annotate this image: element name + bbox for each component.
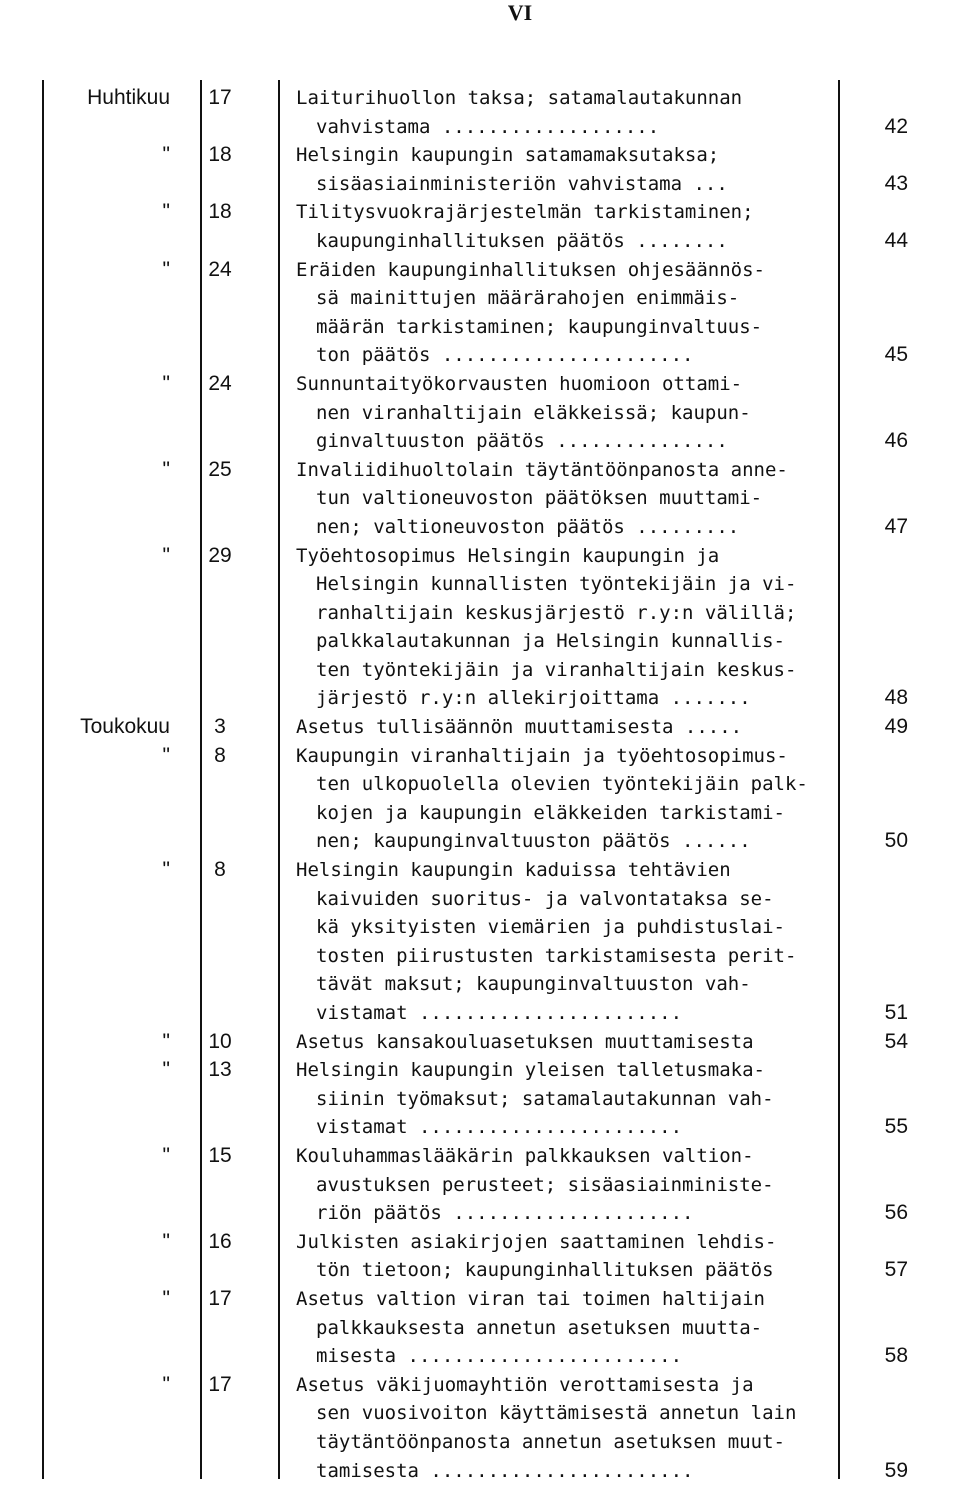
entry-title-line: ton päätös ...................... (296, 341, 826, 370)
entry-title-line: siinin työmaksut; satamalautakunnan vah- (296, 1085, 826, 1114)
entry-page-number: 58 (848, 1342, 908, 1371)
entry-month: Toukokuu (0, 713, 170, 742)
entry-month: " (0, 1285, 170, 1314)
entry-title (296, 1142, 826, 1228)
entry-month: " (0, 1371, 170, 1400)
entry-title-line: Helsingin kaupungin satamamaksutaksa; (296, 141, 826, 170)
entry-title-line: Laiturihuollon taksa; satamalautakunnan (296, 84, 826, 113)
entry-title-line: Kouluhammaslääkärin palkkauksen valtion- (296, 1142, 826, 1171)
entry-title (296, 1371, 826, 1485)
entry-title (296, 141, 826, 198)
entry-title-line: Julkisten asiakirjojen saattaminen lehdis- (296, 1228, 826, 1257)
entry-title-line: Eräiden kaupunginhallituksen ohjesäännös- (296, 256, 826, 285)
index-entry (0, 856, 960, 1028)
entry-title-line: Sunnuntaityökorvausten huomioon ottami- (296, 370, 826, 399)
entry-title-line: palkkauksesta annetun asetuksen muutta- (296, 1314, 826, 1343)
index-entry (0, 1228, 960, 1285)
index-entry (0, 1056, 960, 1142)
entry-page-number: 49 (848, 713, 908, 742)
entry-title-line: vistamat ....................... (296, 999, 826, 1028)
entry-month: " (0, 1056, 170, 1085)
entry-page-number: 51 (848, 999, 908, 1028)
index-entry (0, 198, 960, 255)
entry-month: " (0, 198, 170, 227)
entry-title-line: sä mainittujen määrärahojen enimmäis- (296, 284, 826, 313)
entry-day: 24 (190, 256, 250, 285)
entry-title (296, 256, 826, 370)
index-entry (0, 1285, 960, 1371)
index-entry (0, 370, 960, 456)
entry-title-line: sisäasiainministeriön vahvistama ... (296, 170, 826, 199)
entry-title (296, 542, 826, 714)
entry-title-line: sen vuosivoiton käyttämisestä annetun lain (296, 1399, 826, 1428)
entry-day: 17 (190, 84, 250, 113)
entry-day: 15 (190, 1142, 250, 1171)
entry-title (296, 713, 826, 742)
entry-title-line: Helsingin kunnallisten työntekijäin ja vi- (296, 570, 826, 599)
entry-page-number: 45 (848, 341, 908, 370)
entry-title-line: nen; kaupunginvaltuuston päätös ...... (296, 827, 826, 856)
entry-title (296, 370, 826, 456)
entry-page-number: 54 (848, 1028, 908, 1057)
entry-title-line: kojen ja kaupungin eläkkeiden tarkistami- (296, 799, 826, 828)
entry-page-number: 55 (848, 1113, 908, 1142)
entry-page-number: 50 (848, 827, 908, 856)
entry-title-line: ranhaltijain keskusjärjestö r.y:n välillä; (296, 599, 826, 628)
entry-title-line: ten työntekijäin ja viranhaltijain keskus- (296, 656, 826, 685)
entry-title-line: Asetus tullisäännön muuttamisesta ..... (296, 713, 826, 742)
entry-month: " (0, 141, 170, 170)
index-entry (0, 456, 960, 542)
entry-day: 18 (190, 141, 250, 170)
entry-title-line: Helsingin kaupungin yleisen talletusmaka- (296, 1056, 826, 1085)
entry-month: " (0, 1228, 170, 1257)
entry-title (296, 1028, 826, 1057)
entry-title (296, 742, 826, 856)
entry-title-line: tön tietoon; kaupunginhallituksen päätös (296, 1256, 826, 1285)
entry-title-line: kaivuiden suoritus- ja valvontataksa se- (296, 885, 826, 914)
entry-day: 3 (190, 713, 250, 742)
entry-title-line: Invaliidihuoltolain täytäntöönpanosta anne- (296, 456, 826, 485)
entry-day: 25 (190, 456, 250, 485)
entry-title (296, 856, 826, 1028)
entry-month: " (0, 856, 170, 885)
index-entry (0, 84, 960, 141)
entry-month: " (0, 456, 170, 485)
entry-month: " (0, 256, 170, 285)
index-entry (0, 141, 960, 198)
entry-page-number: 59 (848, 1457, 908, 1485)
entry-day: 18 (190, 198, 250, 227)
entry-title-line: Kaupungin viranhaltijain ja työehtosopimus- (296, 742, 826, 771)
entry-page-number: 47 (848, 513, 908, 542)
entry-title-line: ginvaltuuston päätös ............... (296, 427, 826, 456)
entry-title-line: täytäntöönpanosta annetun asetuksen muut- (296, 1428, 826, 1457)
entry-page-number: 57 (848, 1256, 908, 1285)
entry-title-line: palkkalautakunnan ja Helsingin kunnallis- (296, 627, 826, 656)
index-entry (0, 256, 960, 370)
entry-title-line: Tilitysvuokrajärjestelmän tarkistaminen; (296, 198, 826, 227)
entry-title-line: tun valtioneuvoston päätöksen muuttami- (296, 484, 826, 513)
index-entry (0, 1371, 960, 1485)
entry-title-line: määrän tarkistaminen; kaupunginvaltuus- (296, 313, 826, 342)
entry-title-line: tosten piirustusten tarkistamisesta perit- (296, 942, 826, 971)
entry-title-line: tamisesta ....................... (296, 1457, 826, 1485)
entry-day: 17 (190, 1285, 250, 1314)
entry-title (296, 1285, 826, 1371)
entry-title (296, 456, 826, 542)
entry-page-number: 44 (848, 227, 908, 256)
entry-page-number: 42 (848, 113, 908, 142)
entry-page-number: 43 (848, 170, 908, 199)
index-entries (0, 84, 960, 1485)
entry-title-line: avustuksen perusteet; sisäasiainministe- (296, 1171, 826, 1200)
entry-title-line: kaupunginhallituksen päätös ........ (296, 227, 826, 256)
entry-title-line: nen; valtioneuvoston päätös ......... (296, 513, 826, 542)
entry-month: " (0, 370, 170, 399)
entry-title-line: Asetus kansakouluasetuksen muuttamisesta (296, 1028, 826, 1057)
index-entry (0, 1142, 960, 1228)
page-number: VI (0, 0, 960, 26)
entry-title (296, 1056, 826, 1142)
entry-day: 8 (190, 742, 250, 771)
entry-day: 17 (190, 1371, 250, 1400)
entry-page-number: 56 (848, 1199, 908, 1228)
entry-day: 8 (190, 856, 250, 885)
entry-title-line: Helsingin kaupungin kaduissa tehtävien (296, 856, 826, 885)
entry-title-line: kä yksityisten viemärien ja puhdistuslai- (296, 913, 826, 942)
entry-page-number: 46 (848, 427, 908, 456)
entry-page-number: 48 (848, 684, 908, 713)
index-entry (0, 542, 960, 714)
entry-day: 13 (190, 1056, 250, 1085)
entry-title (296, 1228, 826, 1285)
entry-title-line: nen viranhaltijain eläkkeissä; kaupun- (296, 399, 826, 428)
entry-title (296, 84, 826, 141)
entry-day: 29 (190, 542, 250, 571)
entry-title-line: Asetus valtion viran tai toimen haltijain (296, 1285, 826, 1314)
index-entry (0, 713, 960, 742)
entry-title-line: vistamat ....................... (296, 1113, 826, 1142)
entry-title-line: misesta ........................ (296, 1342, 826, 1371)
entry-day: 10 (190, 1028, 250, 1057)
entry-title-line: vahvistama ................... (296, 113, 826, 142)
entry-month: " (0, 1028, 170, 1057)
entry-month: " (0, 542, 170, 571)
entry-title-line: tävät maksut; kaupunginvaltuuston vah- (296, 970, 826, 999)
index-entry (0, 742, 960, 856)
index-entry (0, 1028, 960, 1057)
entry-title-line: ten ulkopuolella olevien työntekijäin palk- (296, 770, 826, 799)
entry-day: 24 (190, 370, 250, 399)
entry-month: " (0, 742, 170, 771)
entry-title-line: riön päätös ..................... (296, 1199, 826, 1228)
entry-title (296, 198, 826, 255)
entry-day: 16 (190, 1228, 250, 1257)
entry-month: " (0, 1142, 170, 1171)
entry-title-line: järjestö r.y:n allekirjoittama ....... (296, 684, 826, 713)
entry-title-line: Työehtosopimus Helsingin kaupungin ja (296, 542, 826, 571)
entry-month: Huhtikuu (0, 84, 170, 113)
entry-title-line: Asetus väkijuomayhtiön verottamisesta ja (296, 1371, 826, 1400)
